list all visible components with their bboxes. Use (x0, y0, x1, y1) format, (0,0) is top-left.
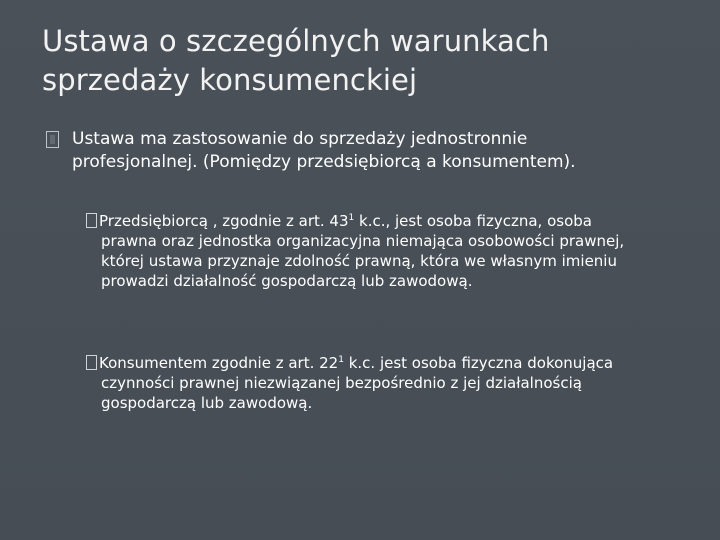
sub-bullet-text: k.c. jest osoba fizyczna dokonująca czynności prawnej niezwiązanej bezpośrednio z jej działalnością gospodarczą lub zawodową. (101, 354, 614, 412)
superscript: 1 (338, 355, 344, 365)
sub-bullet-przedsiebiorca (86, 211, 631, 291)
superscript: 1 (348, 213, 355, 223)
sub-bullet-text: k.c., jest osoba fizyczna, osoba prawna oraz jednostka organizacyjna niemająca osobowości prawnej, której ustawa przyznaje zdolność prawną, która we własnym imieniu prowadzi działalność gospodarczą lub zawodową. (101, 212, 625, 290)
bullet-text: Ustawa ma zastosowanie do sprzedaży jednostronnie profesjonalnej. (Pomiędzy przedsiębiorcą a konsumentem). (72, 129, 576, 172)
square-bullet-icon (86, 213, 97, 228)
sub-bullet-text: Konsumentem zgodnie z art. 22 (99, 354, 339, 372)
square-bullet-icon (46, 131, 59, 148)
slide-title: Ustawa o szczególnych warunkach sprzedaży konsumenckiej (42, 24, 550, 97)
sub-bullet-text: Przedsiębiorcą , zgodnie z art. 43 (99, 212, 349, 230)
square-bullet-icon (86, 355, 97, 370)
sub-bullet-konsument (86, 353, 631, 413)
